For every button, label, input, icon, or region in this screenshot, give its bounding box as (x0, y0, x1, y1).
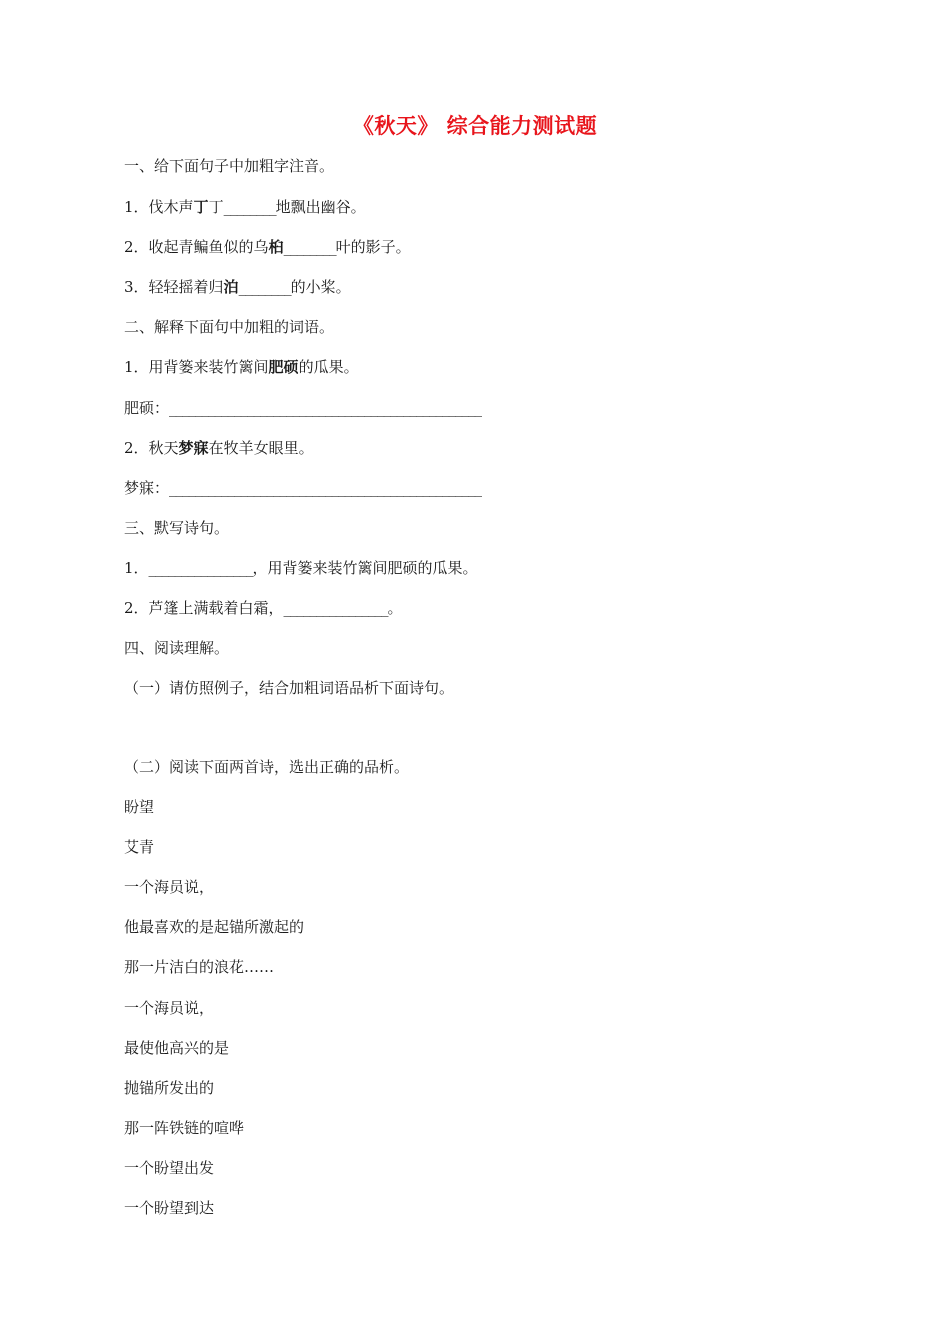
poem-line: 最使他高兴的是 (124, 1039, 230, 1057)
q-text: 的瓜果。 (298, 358, 359, 376)
q-text: 地飘出幽谷。 (275, 198, 366, 216)
section-4-heading: 四、阅读理解。 (124, 639, 230, 657)
question-1-1 (124, 197, 366, 217)
bold-char: 桕 (268, 238, 284, 256)
answer-blank[interactable]: ________________________________________________ (169, 479, 482, 497)
subsection-4-1: （一）请仿照例子，结合加粗词语品析下面诗句。 (124, 679, 455, 697)
answer-label: 梦寐： (124, 479, 170, 497)
answer-blank[interactable]: ________ (223, 198, 276, 216)
q-text: 2．秋天 (124, 439, 179, 457)
q-text: 1．伐木声 (124, 198, 194, 216)
poem-line: 那一阵铁链的喧哗 (124, 1119, 245, 1137)
q-text: 叶的影子。 (335, 238, 411, 256)
section-1-heading: 一、给下面句子中加粗字注音。 (124, 157, 335, 175)
section-3-heading: 三、默写诗句。 (124, 519, 230, 537)
q-text: 丁 (208, 198, 224, 216)
q-text: 1．用背篓来装竹篱间 (124, 358, 269, 376)
poem-line: 一个盼望到达 (124, 1199, 215, 1217)
bold-word: 肥硕 (268, 358, 299, 376)
question-1-2 (124, 237, 411, 257)
q-text: ，用背篓来装竹篱间肥硕的瓜果。 (252, 559, 478, 577)
answer-label: 肥硕： (124, 399, 170, 417)
answer-blank[interactable]: ________________ (283, 599, 388, 617)
subsection-4-2: （二）阅读下面两首诗，选出正确的品析。 (124, 758, 410, 776)
bold-char: 丁 (193, 198, 209, 216)
section-2-heading: 二、解释下面句中加粗的词语。 (124, 318, 335, 336)
answer-blank[interactable]: ________ (283, 238, 336, 256)
answer-blank[interactable]: ________________________________________________ (169, 399, 482, 417)
answer-2-2 (124, 478, 481, 498)
poem-line: 一个海员说， (124, 999, 215, 1017)
poem-title: 盼望 (124, 798, 155, 816)
poem-line: 他最喜欢的是起锚所激起的 (124, 918, 305, 936)
question-1-3 (124, 277, 351, 297)
question-3-1 (124, 558, 478, 578)
q-text: 。 (387, 599, 403, 617)
question-3-2 (124, 598, 403, 618)
document-title: 《秋天》 综合能力测试题 (352, 114, 598, 138)
poem-line: 一个盼望出发 (124, 1159, 215, 1177)
answer-blank[interactable]: ________________ (148, 559, 253, 577)
q-text: 的小桨。 (290, 278, 351, 296)
q-text: 2．收起青鳊鱼似的乌 (124, 238, 269, 256)
poem-line: 一个海员说， (124, 878, 215, 896)
question-2-2 (124, 438, 314, 458)
q-text: 3．轻轻摇着归 (124, 278, 224, 296)
q-text: 2．芦篷上满载着白霜， (124, 599, 284, 617)
poem-author: 艾青 (124, 838, 155, 856)
bold-word: 梦寐 (178, 439, 209, 457)
poem-line: 那一片洁白的浪花…… (124, 958, 275, 976)
poem-line: 抛锚所发出的 (124, 1079, 215, 1097)
answer-blank[interactable]: ________ (238, 278, 291, 296)
answer-2-1 (124, 398, 481, 418)
bold-char: 泊 (223, 278, 239, 296)
q-text: 在牧羊女眼里。 (208, 439, 314, 457)
q-text: 1． (124, 559, 149, 577)
question-2-1 (124, 357, 359, 377)
